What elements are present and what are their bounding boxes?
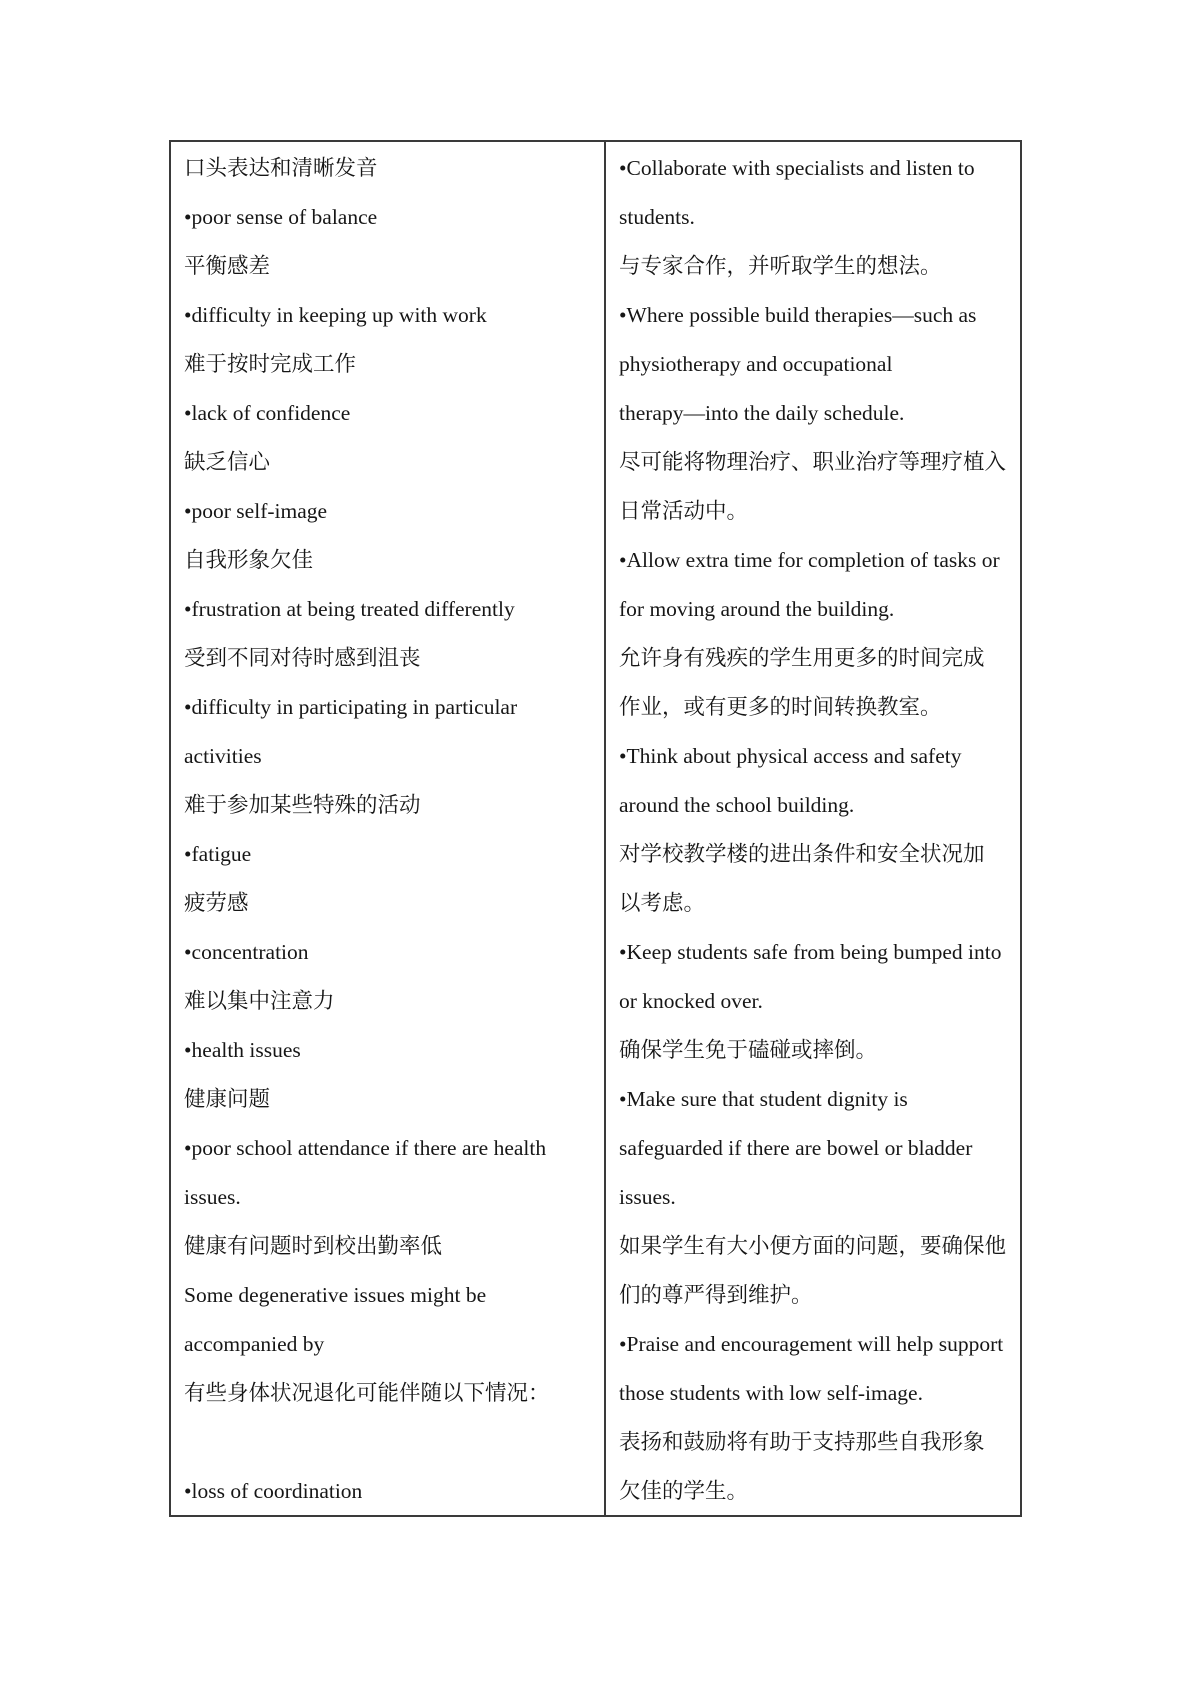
table-cell-line: those students with low self-image. <box>619 1381 923 1405</box>
table-cell-line: •health issues <box>184 1038 301 1062</box>
table-cell-line: 确保学生免于磕碰或摔倒。 <box>619 1038 878 1062</box>
table-cell-line: physiotherapy and occupational <box>619 352 893 376</box>
table-cell-line <box>184 1418 591 1467</box>
table-cell-line: •frustration at being treated differently <box>184 597 515 621</box>
table-cell-line: 欠佳的学生。 <box>619 1479 749 1503</box>
table-cell-right <box>606 142 1020 1515</box>
table-cell-line: or knocked over. <box>619 989 763 1013</box>
table-cell-line: 口头表达和清晰发音 <box>184 156 378 180</box>
table-cell-line: •difficulty in participating in particular <box>184 695 518 719</box>
table-cell-line: 自我形象欠佳 <box>184 548 314 572</box>
table-cell-line: 允许身有残疾的学生用更多的时间完成 <box>619 646 985 670</box>
table-cell-line: safeguarded if there are bowel or bladder <box>619 1136 973 1160</box>
table-cell-line: 日常活动中。 <box>619 499 749 523</box>
table-cell-line: 们的尊严得到维护。 <box>619 1283 813 1307</box>
table-cell-line: 疲劳感 <box>184 891 249 915</box>
table-cell-line: •Collaborate with specialists and listen to <box>619 156 975 180</box>
bilingual-table <box>169 140 1022 1517</box>
table-cell-line: 对学校教学楼的进出条件和安全状况加 <box>619 842 985 866</box>
table-cell-line: Some degenerative issues might be <box>184 1283 487 1307</box>
table-cell-line: issues. <box>184 1185 241 1209</box>
table-cell-line: 难于按时完成工作 <box>184 352 357 376</box>
table-cell-line: •Think about physical access and safety <box>619 744 962 768</box>
table-cell-line: •concentration <box>184 940 309 964</box>
table-cell-line: around the school building. <box>619 793 855 817</box>
table-cell-line: 难于参加某些特殊的活动 <box>184 793 421 817</box>
table-cell-line: •fatigue <box>184 842 252 866</box>
table-cell-line: 表扬和鼓励将有助于支持那些自我形象 <box>619 1430 985 1454</box>
table-cell-line: accompanied by <box>184 1332 325 1356</box>
table-cell-line: issues. <box>619 1185 676 1209</box>
table-cell-line: •lack of confidence <box>184 401 351 425</box>
table-cell-line: 难以集中注意力 <box>184 989 335 1013</box>
table-cell-line: •poor school attendance if there are health <box>184 1136 547 1160</box>
table-cell-line: •Where possible build therapies—such as <box>619 303 977 327</box>
table-cell-line: •poor self-image <box>184 499 328 523</box>
table-cell-line: 受到不同对待时感到沮丧 <box>184 646 421 670</box>
table-cell-line: 缺乏信心 <box>184 450 271 474</box>
table-cell-line: therapy—into the daily schedule. <box>619 401 905 425</box>
table-cell-line: for moving around the building. <box>619 597 895 621</box>
table-cell-line: 以考虑。 <box>619 891 706 915</box>
table-cell-line: 健康有问题时到校出勤率低 <box>184 1234 443 1258</box>
table-cell-line: •Allow extra time for completion of tasks or <box>619 548 1000 572</box>
table-cell-line: 平衡感差 <box>184 254 271 278</box>
table-cell-line: students. <box>619 205 695 229</box>
table-cell-line: •Praise and encouragement will help support <box>619 1332 1004 1356</box>
table-cell-line: •difficulty in keeping up with work <box>184 303 487 327</box>
table-cell-line: 作业，或有更多的时间转换教室。 <box>619 695 942 719</box>
table-cell-line: 有些身体状况退化可能伴随以下情况： <box>184 1381 550 1405</box>
table-cell-line: •Keep students safe from being bumped into <box>619 940 1002 964</box>
table-cell-line: •poor sense of balance <box>184 205 378 229</box>
table-cell-line: 尽可能将物理治疗、职业治疗等理疗植入 <box>619 450 1007 474</box>
table-cell-line: •loss of coordination <box>184 1479 363 1503</box>
table-cell-line: 健康问题 <box>184 1087 271 1111</box>
table-cell-line: 与专家合作，并听取学生的想法。 <box>619 254 942 278</box>
table-cell-left <box>171 142 606 1515</box>
table-cell-line: activities <box>184 744 262 768</box>
table-cell-line: •Make sure that student dignity is <box>619 1087 908 1111</box>
table-cell-line: 如果学生有大小便方面的问题，要确保他 <box>619 1234 1007 1258</box>
